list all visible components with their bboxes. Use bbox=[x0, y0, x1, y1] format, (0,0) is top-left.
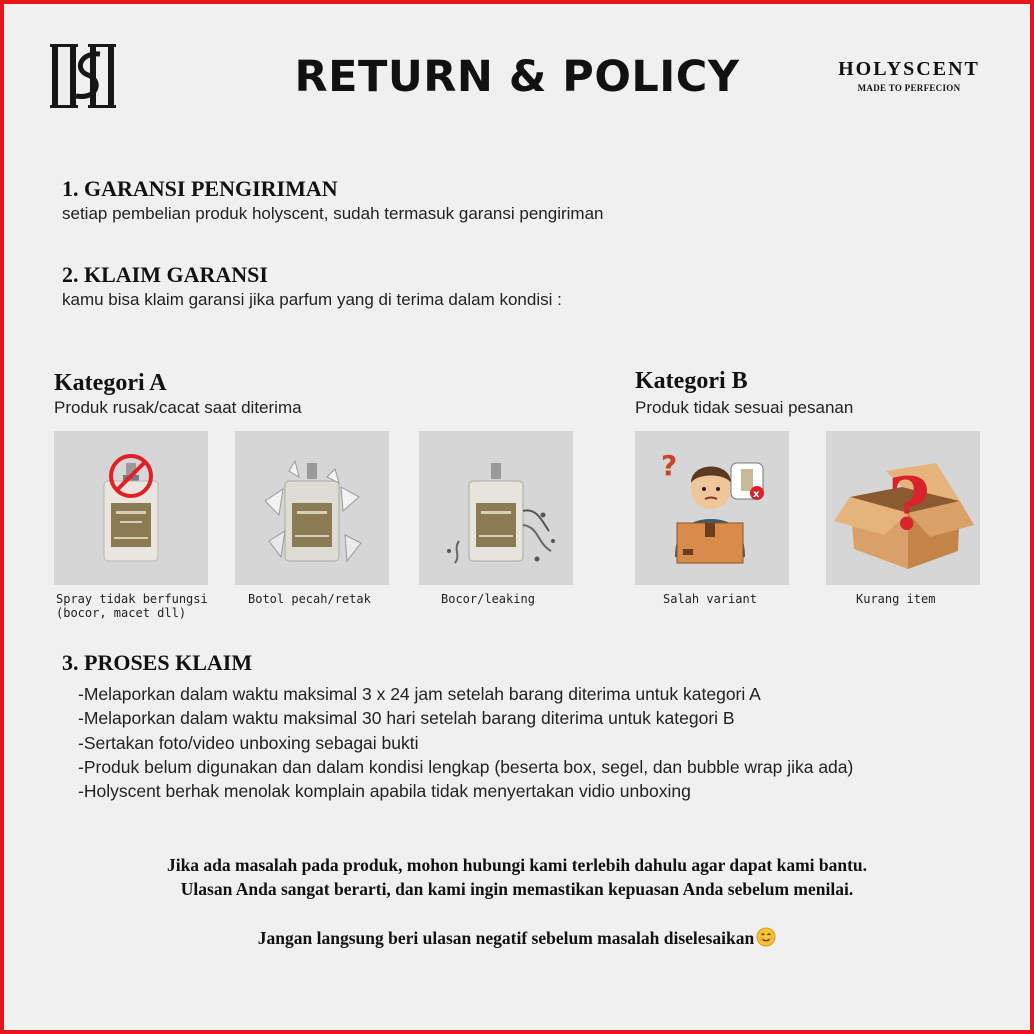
svg-text:?: ? bbox=[661, 449, 678, 482]
svg-text:?: ? bbox=[888, 461, 931, 546]
list-item: -Holyscent berhak menolak komplain apabila tidak menyertakan vidio unboxing bbox=[78, 781, 691, 802]
section1-text: setiap pembelian produk holyscent, sudah termasuk garansi pengiriman bbox=[62, 204, 604, 223]
footer-line-3-wrap bbox=[0, 927, 1034, 949]
list-item: -Sertakan foto/video unboxing sebagai bukti bbox=[78, 732, 419, 753]
list-item: -Produk belum digunakan dan dalam kondisi lengkap (beserta box, segel, dan bubble wrap jika ada) bbox=[78, 756, 854, 777]
brand-tagline: MADE TO PERFECION bbox=[857, 83, 961, 93]
card-spray-broken bbox=[54, 431, 208, 585]
kategori-b-heading: Kategori B bbox=[635, 368, 748, 394]
footer-line-3: Jangan langsung beri ulasan negatif sebelum masalah diselesaikan bbox=[257, 928, 755, 948]
list-item: -Melaporkan dalam waktu maksimal 3 x 24 jam setelah barang diterima untuk kategori A bbox=[78, 684, 761, 704]
caption-missing-item: Kurang item bbox=[856, 592, 936, 606]
svg-text:x: x bbox=[753, 489, 760, 500]
proses-klaim-list bbox=[78, 682, 853, 803]
page-title: RETURN & POLICY bbox=[294, 52, 740, 102]
caption-spray: Spray tidak berfungsi (bocor, macet dll) bbox=[56, 592, 208, 620]
caption-wrong-variant: Salah variant bbox=[663, 592, 757, 606]
bottle-prohibited-icon bbox=[54, 431, 208, 585]
section3-heading: 3. PROSES KLAIM bbox=[62, 650, 253, 675]
footer-line-1: Jika ada masalah pada produk, mohon hubungi kami terlebih dahulu agar dapat kami bantu. bbox=[166, 855, 868, 875]
card-broken-bottle bbox=[235, 431, 389, 585]
brand-logo bbox=[834, 58, 984, 93]
card-leaking-bottle bbox=[419, 431, 573, 585]
brand-name: HOLYSCENT bbox=[838, 58, 980, 80]
card-wrong-variant bbox=[635, 431, 789, 585]
open-box-question-icon bbox=[826, 431, 980, 585]
bottle-leaking-icon bbox=[419, 431, 573, 585]
kategori-a-heading: Kategori A bbox=[54, 370, 167, 396]
section2-text: kamu bisa klaim garansi jika parfum yang di terima dalam kondisi : bbox=[62, 290, 562, 309]
smiling-face-icon bbox=[756, 927, 776, 947]
caption-leaking: Bocor/leaking bbox=[441, 592, 535, 606]
kategori-a-subtitle: Produk rusak/cacat saat diterima bbox=[54, 398, 302, 417]
list-item: -Melaporkan dalam waktu maksimal 30 hari setelah barang diterima untuk kategori B bbox=[78, 708, 735, 729]
card-missing-item bbox=[826, 431, 980, 585]
kategori-b-subtitle: Produk tidak sesuai pesanan bbox=[635, 398, 854, 417]
section2-heading: 2. KLAIM GARANSI bbox=[62, 262, 268, 287]
bottle-broken-icon bbox=[235, 431, 389, 585]
caption-broken: Botol pecah/retak bbox=[248, 592, 371, 606]
confused-person-box-icon bbox=[635, 431, 789, 585]
section1-heading: 1. GARANSI PENGIRIMAN bbox=[62, 176, 338, 201]
footer-line-2: Ulasan Anda sangat berarti, dan kami ingin memastikan kepuasan Anda sebelum menilai. bbox=[180, 879, 854, 899]
